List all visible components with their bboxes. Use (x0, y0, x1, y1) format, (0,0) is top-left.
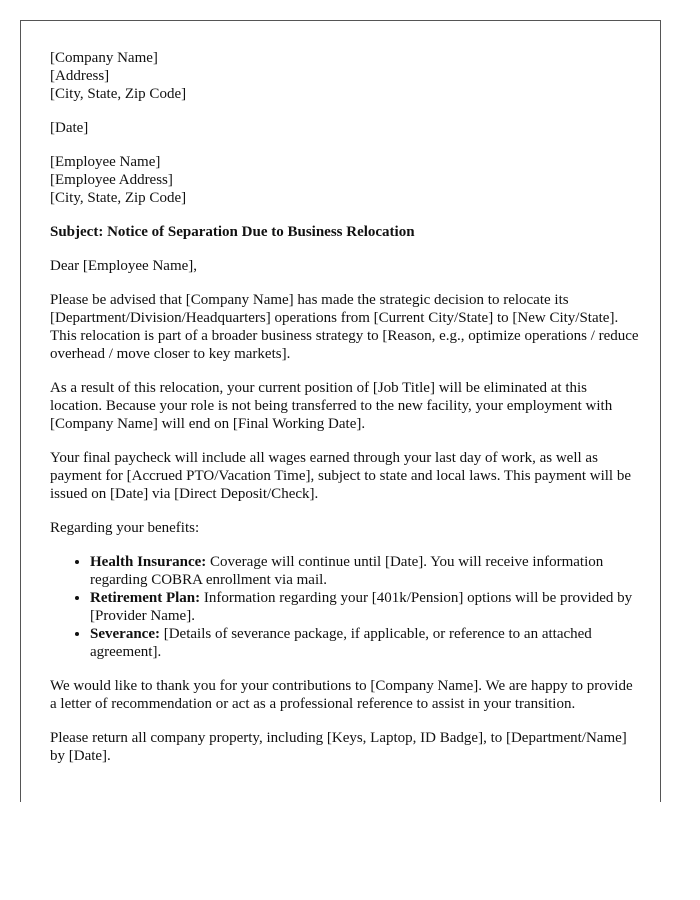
paragraph-position-eliminated: As a result of this relocation, your current position of [Job Title] will be eliminated at this location. Because your role is not being transferred to the new facility, your employment with [Company Name] will end on [Final Working Date]. (50, 380, 613, 432)
date-block (50, 119, 640, 137)
benefit-item-severance (90, 625, 640, 661)
sender-block (50, 49, 640, 103)
sender-city-state-zip: [City, State, Zip Code] (50, 86, 187, 102)
benefit-item-retirement-plan (90, 589, 640, 625)
sender-company-name: [Company Name] (50, 50, 158, 66)
benefit-label: Health Insurance: (90, 554, 207, 570)
salutation: Dear [Employee Name], (50, 258, 198, 274)
recipient-address: [Employee Address] (50, 172, 173, 188)
letter-date: [Date] (50, 120, 89, 136)
recipient-block (50, 153, 640, 207)
benefit-text: Coverage will continue until [Date]. You will receive information regarding COBRA enrollment via mail. (90, 554, 604, 588)
paragraph-final-paycheck: Your final paycheck will include all wages earned through your last day of work, as well as payment for [Accrued PTO/Vacation Time], subject to state and local laws. This payment will be issued on [Date] via [Direct Deposit/Check]. (50, 450, 631, 502)
sender-address: [Address] (50, 68, 110, 84)
paragraph-thanks: We would like to thank you for your contributions to [Company Name]. We are happy to provide a letter of recommendation or act as a professional reference to assist in your transition. (50, 678, 633, 712)
subject-line: Subject: Notice of Separation Due to Business Relocation (50, 224, 415, 240)
benefits-list (50, 553, 640, 661)
paragraph-benefits-intro: Regarding your benefits: (50, 520, 200, 536)
recipient-city-state-zip: [City, State, Zip Code] (50, 190, 187, 206)
letter-page (20, 20, 661, 802)
letter-content (50, 49, 640, 781)
benefit-label: Severance: (90, 626, 160, 642)
paragraph-return-property: Please return all company property, including [Keys, Laptop, ID Badge], to [Department/Name] by [Date]. (50, 730, 627, 764)
recipient-name: [Employee Name] (50, 154, 161, 170)
benefit-text: [Details of severance package, if applicable, or reference to an attached agreement]. (90, 626, 592, 660)
benefit-label: Retirement Plan: (90, 590, 201, 606)
benefit-text: Information regarding your [401k/Pension] options will be provided by [Provider Name]. (90, 590, 633, 624)
paragraph-relocation: Please be advised that [Company Name] has made the strategic decision to relocate its [Department/Division/Headquarters] operations from [Current City/State] to [New City/State]. This relocation is part of a broader business strategy to [Reason, e.g., optimize operations / reduce overhead / move closer to key markets]. (50, 292, 639, 362)
benefit-item-health-insurance (90, 553, 640, 589)
